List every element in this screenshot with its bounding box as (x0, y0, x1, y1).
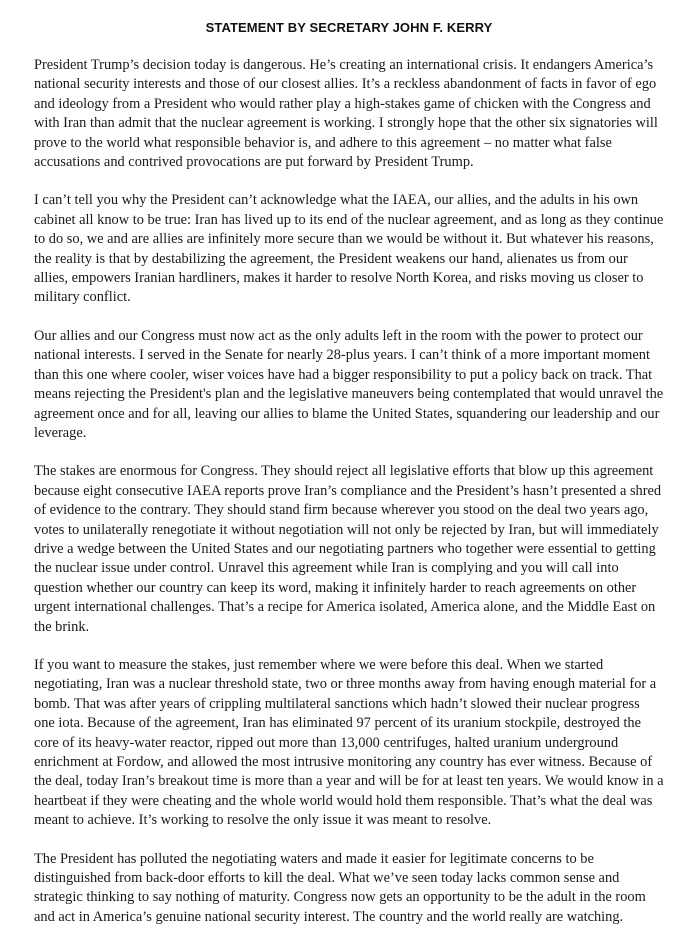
paragraph-5: If you want to measure the stakes, just remember where we were before this deal. When we started negotiating, Iran was a nuclear threshold state, two or three months away from having enough material for a bomb. That was after years of crippling multilateral sanctions which hadn’t slowed their nuclear progress one iota. Because of the agreement, Iran has eliminated 97 percent of its uranium stockpile, destroyed the core of its heavy-water reactor, ripped out more than 13,000 centrifuges, halted uranium underground enrichment at Fordow, and allowed the most intrusive monitoring any country has ever witness. Because of the deal, today Iran’s breakout time is more than a year and will be for at least ten years. We would know in a heartbeat if they were cheating and the whole world would hold them responsible. That’s what the deal was meant to achieve. It’s working to resolve the only issue it was meant to resolve. (34, 656, 664, 829)
paragraph-3: Our allies and our Congress must now act as the only adults left in the room with the power to protect our national interests. I served in the Senate for nearly 28-plus years. I can’t think of a more important moment than this one where cooler, wiser voices have had a bigger responsibility to put a policy back on track. That means rejecting the President's plan and the legislative maneuvers being contemplated that would unravel the agreement once and for all, leaving our allies to blame the United States, squandering our leadership and our leverage. (34, 327, 664, 441)
paragraph-2: I can’t tell you why the President can’t acknowledge what the IAEA, our allies, and the adults in his own cabinet all know to be true: Iran has lived up to its end of the nuclear agreement, and as long as they continue to do so, we and are allies are infinitely more secure than we would be without it. But whatever his reasons, the reality is that by destabilizing the agreement, the President weakens our hand, alienates us from our allies, empowers Iranian hardliners, makes it harder to resolve North Korea, and risks moving us closer to military conflict. (34, 192, 664, 306)
paragraph-4: The stakes are enormous for Congress. They should reject all legislative efforts that blow up this agreement because eight consecutive IAEA reports prove Iran’s compliance and the President’s hasn’t presented a shred of evidence to the contrary. They should stand firm because wherever you stood on the deal two years ago, votes to unilaterally renegotiate it without negotiation will not only be rejected by Iran, but will immediately drive a wedge between the United States and our negotiating partners who together were essential to getting the nuclear issue under control. Unravel this agreement while Iran is complying and you will call into question whether our country can keep its word, making it infinitely harder to reach agreements on other urgent international challenges. That’s a recipe for America isolated, America alone, and the Middle East on the brink. (34, 463, 662, 635)
paragraph-1: President Trump’s decision today is dangerous. He’s creating an international crisis. It endangers America’s national security interests and those of our closest allies. It’s a reckless abandonment of facts in favor of ego and ideology from a President who would rather play a high-stakes game of chicken with the Congress and with Iran than admit that the nuclear agreement is working. I strongly hope that the other six signatories will prove to the world what responsible behavior is, and adhere to this agreement – no matter what false accusations and contrived provocations are put forward by President Trump. (34, 57, 658, 171)
page-title: STATEMENT BY SECRETARY JOHN F. KERRY (205, 20, 493, 35)
paragraph-6: The President has polluted the negotiating waters and made it easier for legitimate concerns to be distinguished from back-door efforts to kill the deal. What we’ve seen today lacks common sense and strategic thinking to say nothing of maturity. Congress now gets an opportunity to be the adult in the room and act in America’s genuine national security interest. The country and the world really are watching. (34, 850, 646, 925)
